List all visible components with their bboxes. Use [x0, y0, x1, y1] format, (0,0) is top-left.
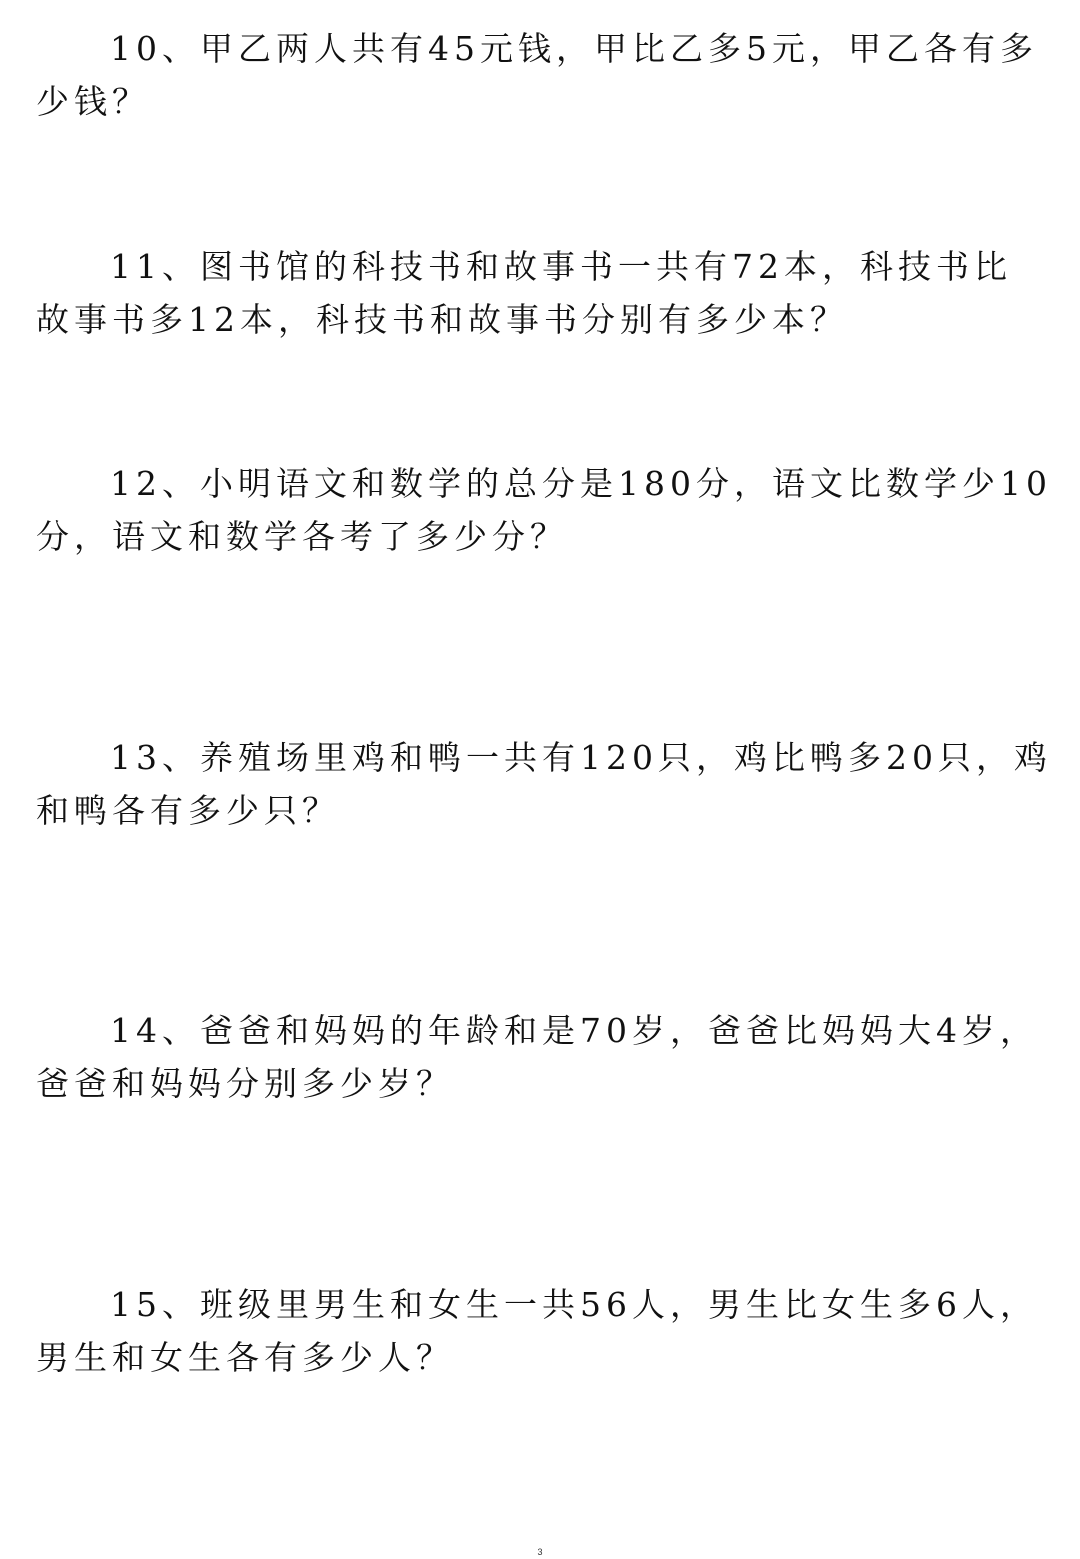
question-14-line-2: 爸爸和妈妈分别多少岁？ — [36, 1064, 454, 1103]
question-10-line-1: 10、甲乙两人共有45元钱，甲比乙多5元，甲乙各有多 — [110, 29, 1038, 68]
question-10 — [36, 22, 1038, 128]
question-12-line-1: 12、小明语文和数学的总分是180分，语文比数学少10 — [110, 464, 1052, 503]
question-13-line-2: 和鸭各有多少只？ — [36, 791, 340, 830]
question-11-line-2: 故事书多12本，科技书和故事书分别有多少本？ — [36, 300, 848, 339]
question-11 — [36, 240, 1012, 346]
question-12-line-2: 分，语文和数学各考了多少分？ — [36, 517, 568, 556]
question-15-line-2: 男生和女生各有多少人？ — [36, 1338, 454, 1377]
question-14-line-1: 14、爸爸和妈妈的年龄和是70岁，爸爸比妈妈大4岁， — [110, 1011, 1038, 1050]
question-11-line-1: 11、图书馆的科技书和故事书一共有72本，科技书比 — [110, 247, 1012, 286]
question-13-line-1: 13、养殖场里鸡和鸭一共有120只，鸡比鸭多20只，鸡 — [110, 738, 1052, 777]
question-14 — [36, 1004, 1038, 1110]
question-15 — [36, 1278, 1038, 1384]
question-13 — [36, 731, 1052, 837]
page-number: 3 — [537, 1547, 543, 1557]
question-10-line-2: 少钱？ — [36, 82, 150, 121]
question-15-line-1: 15、班级里男生和女生一共56人，男生比女生多6人， — [110, 1285, 1038, 1324]
question-12 — [36, 457, 1052, 563]
